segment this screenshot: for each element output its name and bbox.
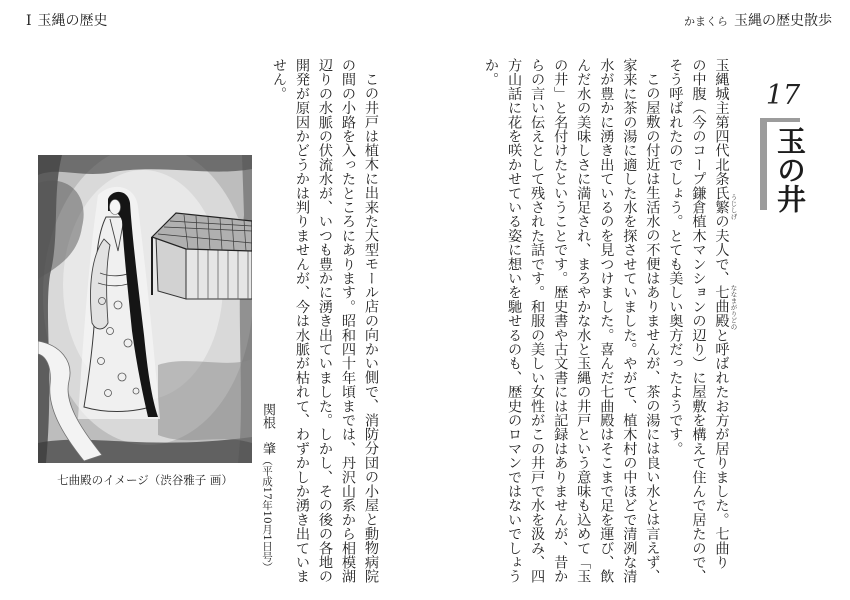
- ruby-reading: うじしげ: [729, 194, 738, 221]
- ruby-base-text: 七曲殿: [713, 285, 730, 328]
- body-column: 開発が原因かどうかは判りませんが、今は水脈が枯れて、わずかしか湧き出ていま: [294, 58, 310, 584]
- ruby-base-text: 繁: [713, 200, 730, 215]
- body-column: 家来に茶の湯に適した水を探させていました。やがて、植木村の中ほどで清冽な清: [621, 58, 638, 584]
- chapter-title: 玉の井: [773, 126, 807, 213]
- illustration: [38, 155, 252, 463]
- body-column: [713, 58, 738, 570]
- part-numeral: Ⅰ: [26, 13, 32, 29]
- column-text: と呼ばれたお方が居りました。七曲り: [713, 327, 730, 570]
- chapter-rule-side: [760, 118, 767, 210]
- issue-date: （平成17年10月1日号）: [261, 455, 273, 573]
- body-column: らの言い伝えとして残された話です。和服の美しい女性がこの井戸で水を汲み、四: [529, 58, 546, 584]
- body-column: の間の小路を入ったところにあります。昭和四十年頃までは、丹沢山系から相模湖: [340, 58, 356, 584]
- body-column: 辺りの水脈の伏流水が、いつも豊かに湧き出ていました。しかし、その後の各地の: [317, 58, 333, 584]
- right-page: [425, 0, 850, 600]
- part-title: 玉縄の歴史: [37, 13, 108, 29]
- running-head-left: [26, 12, 108, 30]
- hut: [152, 213, 252, 299]
- author-name: 関根 肇: [260, 403, 275, 455]
- running-head-right: [684, 12, 832, 31]
- body-column: この井戸は植木に出来た大型モール店の向かい側で、消防分団の小屋と動物病院: [363, 72, 379, 584]
- body-column: の中腹（今のコープ鎌倉植木マンションの辺り）に屋敷を構えて住んで居たので、: [690, 58, 707, 584]
- body-column: せん。: [271, 58, 287, 101]
- face: [110, 200, 121, 215]
- ruby-base: [713, 194, 738, 221]
- body-column: か。: [483, 58, 499, 87]
- body-column: 水が豊かに湧き出ているのを見つけました。喜んだ七曲殿はそこまで足を運び、飲: [598, 58, 615, 584]
- illustration-image: [38, 155, 252, 463]
- body-column: んだ水の美味しさに満足され、まろやかな水と玉縄の井戸という意味も込めて「玉: [575, 58, 592, 584]
- column-text: 玉縄城主第四代北条氏: [713, 58, 730, 200]
- series-name: かまくら: [684, 15, 728, 28]
- body-column: この屋敷の付近は生活水の不便はありませんが、茶の湯には良い水とは言えず、: [644, 72, 661, 584]
- column-text: の夫人で、: [713, 214, 730, 286]
- ruby-base: [713, 283, 738, 330]
- book-title: 玉縄の歴史散歩: [734, 13, 832, 29]
- ground-shadow: [158, 359, 252, 443]
- hut-front-wall: [186, 249, 252, 299]
- body-column: 方山話に花を咲かせている姿に想いを馳せるのも、歴史のロマンではないでしょう: [506, 58, 523, 584]
- body-column: の井」と名付けたということです。歴史書や古文書には記録はありませんが、昔か: [552, 58, 569, 584]
- ruby-reading: ななまがりどの: [729, 283, 738, 330]
- illustration-caption: 七曲殿のイメージ（渋谷雅子 画）: [57, 473, 233, 487]
- byline: [259, 403, 275, 572]
- chapter-number: 17: [765, 80, 801, 111]
- body-column: そう呼ばれたのでしょう。とても美しい奥方だったようです。: [667, 58, 684, 456]
